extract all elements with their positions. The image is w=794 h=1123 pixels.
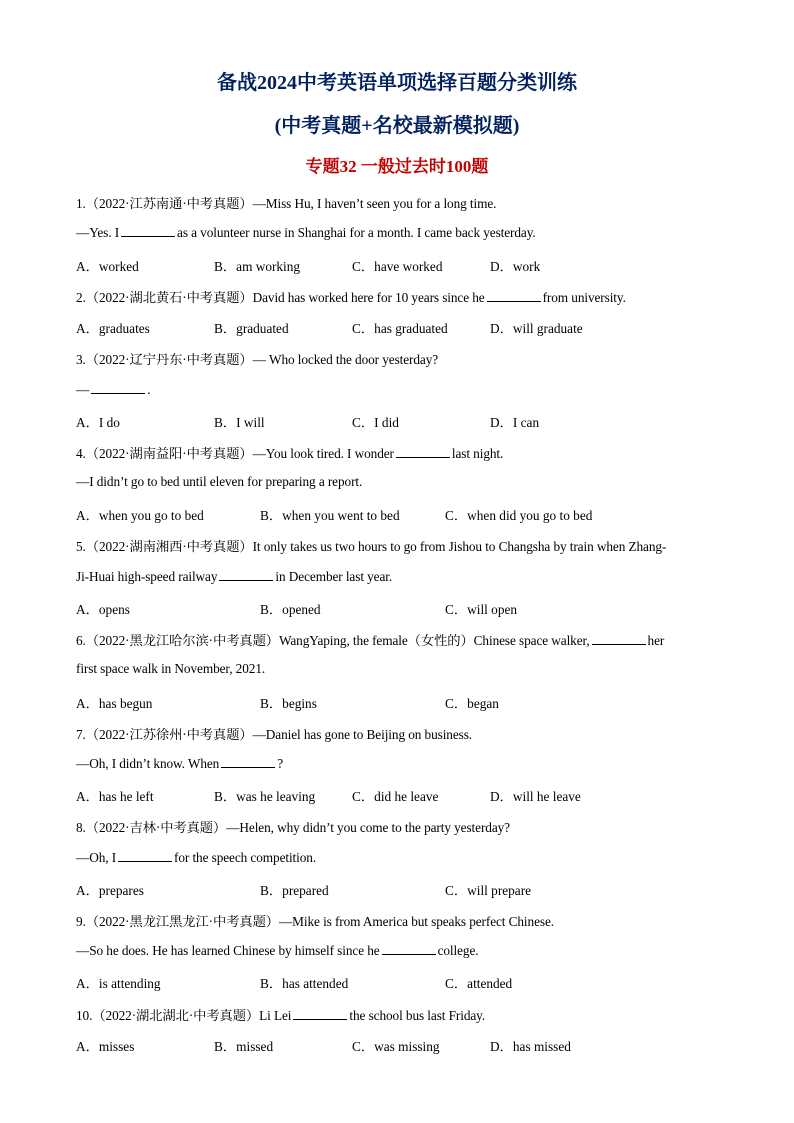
page-subtitle: (中考真题+名校最新模拟题)	[274, 115, 520, 137]
option-a[interactable]: A．misses	[76, 1039, 135, 1054]
option-b[interactable]: B．am working	[214, 259, 301, 274]
option-c[interactable]: C．I did	[352, 415, 399, 430]
option-a[interactable]: A．has he left	[76, 789, 154, 804]
question-1-line2: —Yes. I as a volunteer nurse in Shanghai for a month. I came back yesterday.	[76, 225, 536, 240]
option-c[interactable]: C．was missing	[352, 1039, 440, 1054]
option-a[interactable]: A．has begun	[76, 696, 153, 711]
option-b[interactable]: B．when you went to bed	[260, 508, 400, 523]
question-6-stem: 6.（2022·黑龙江哈尔滨·中考真题）WangYaping, the female（女性的）Chinese space walker, her	[76, 633, 665, 648]
option-b[interactable]: B．opened	[260, 602, 321, 617]
option-b[interactable]: B．has attended	[260, 976, 349, 991]
option-a[interactable]: A．prepares	[76, 883, 144, 898]
question-9-line2: —So he does. He has learned Chinese by himself since he college.	[76, 943, 479, 958]
option-c[interactable]: C．began	[445, 696, 499, 711]
option-a[interactable]: A．opens	[76, 602, 130, 617]
answer-blank	[219, 568, 273, 581]
question-2-stem: 2.（2022·湖北黄石·中考真题）David has worked here for 10 years since he from university.	[76, 290, 626, 305]
question-7-stem: 7.（2022·江苏徐州·中考真题）—Daniel has gone to Beijing on business.	[76, 727, 473, 742]
option-c[interactable]: C．will open	[445, 602, 518, 617]
option-a[interactable]: A．graduates	[76, 321, 150, 336]
option-c[interactable]: C．will prepare	[445, 883, 532, 898]
topic-title: 专题32 一般过去时100题	[305, 157, 489, 176]
option-d[interactable]: D．I can	[490, 415, 540, 430]
answer-blank	[592, 632, 646, 645]
option-a[interactable]: A．worked	[76, 259, 139, 274]
option-b[interactable]: B．I will	[214, 415, 265, 430]
page-title: 备战2024中考英语单项选择百题分类训练	[217, 72, 577, 94]
question-7-line2: —Oh, I didn’t know. When ?	[76, 756, 284, 771]
question-4-stem: 4.（2022·湖南益阳·中考真题）—You look tired. I wonder last night.	[76, 446, 504, 461]
answer-blank	[396, 445, 450, 458]
answer-blank	[118, 849, 172, 862]
question-6-line2: first space walk in November, 2021.	[76, 661, 266, 676]
option-a[interactable]: A．when you go to bed	[76, 508, 204, 523]
option-c[interactable]: C．when did you go to bed	[445, 508, 593, 523]
question-8-stem: 8.（2022·吉林·中考真题）—Helen, why didn’t you come to the party yesterday?	[76, 820, 510, 835]
question-1-stem: 1.（2022·江苏南通·中考真题）—Miss Hu, I haven’t seen you for a long time.	[76, 196, 497, 211]
question-3-line2: — .	[76, 382, 151, 397]
option-d[interactable]: D．will graduate	[490, 321, 583, 336]
answer-blank	[221, 755, 275, 768]
option-b[interactable]: B．graduated	[214, 321, 289, 336]
option-c[interactable]: C．did he leave	[352, 789, 439, 804]
option-b[interactable]: B．missed	[214, 1039, 274, 1054]
option-c[interactable]: C．attended	[445, 976, 513, 991]
question-5-line2: Ji-Huai high-speed railway in December last year.	[76, 569, 393, 584]
option-c[interactable]: C．have worked	[352, 259, 443, 274]
question-8-line2: —Oh, I for the speech competition.	[76, 850, 317, 865]
question-3-stem: 3.（2022·辽宁丹东·中考真题）— Who locked the door yesterday?	[76, 352, 439, 367]
option-c[interactable]: C．has graduated	[352, 321, 448, 336]
answer-blank	[293, 1007, 347, 1020]
option-d[interactable]: D．will he leave	[490, 789, 581, 804]
option-b[interactable]: B．was he leaving	[214, 789, 316, 804]
question-9-stem: 9.（2022·黑龙江黑龙江·中考真题）—Mike is from America but speaks perfect Chinese.	[76, 914, 554, 929]
option-b[interactable]: B．prepared	[260, 883, 329, 898]
option-a[interactable]: A．is attending	[76, 976, 161, 991]
option-b[interactable]: B．begins	[260, 696, 317, 711]
option-a[interactable]: A．I do	[76, 415, 120, 430]
question-4-line2: —I didn’t go to bed until eleven for preparing a report.	[76, 474, 363, 489]
answer-blank	[121, 224, 175, 237]
question-5-stem: 5.（2022·湖南湘西·中考真题）It only takes us two hours to go from Jishou to Changsha by train when Zhang-	[76, 539, 667, 554]
answer-blank	[487, 289, 541, 302]
answer-blank	[382, 942, 436, 955]
answer-blank	[91, 381, 145, 394]
option-d[interactable]: D．work	[490, 259, 541, 274]
option-d[interactable]: D．has missed	[490, 1039, 571, 1054]
question-10-stem: 10.（2022·湖北湖北·中考真题）Li Lei the school bus last Friday.	[76, 1008, 486, 1023]
